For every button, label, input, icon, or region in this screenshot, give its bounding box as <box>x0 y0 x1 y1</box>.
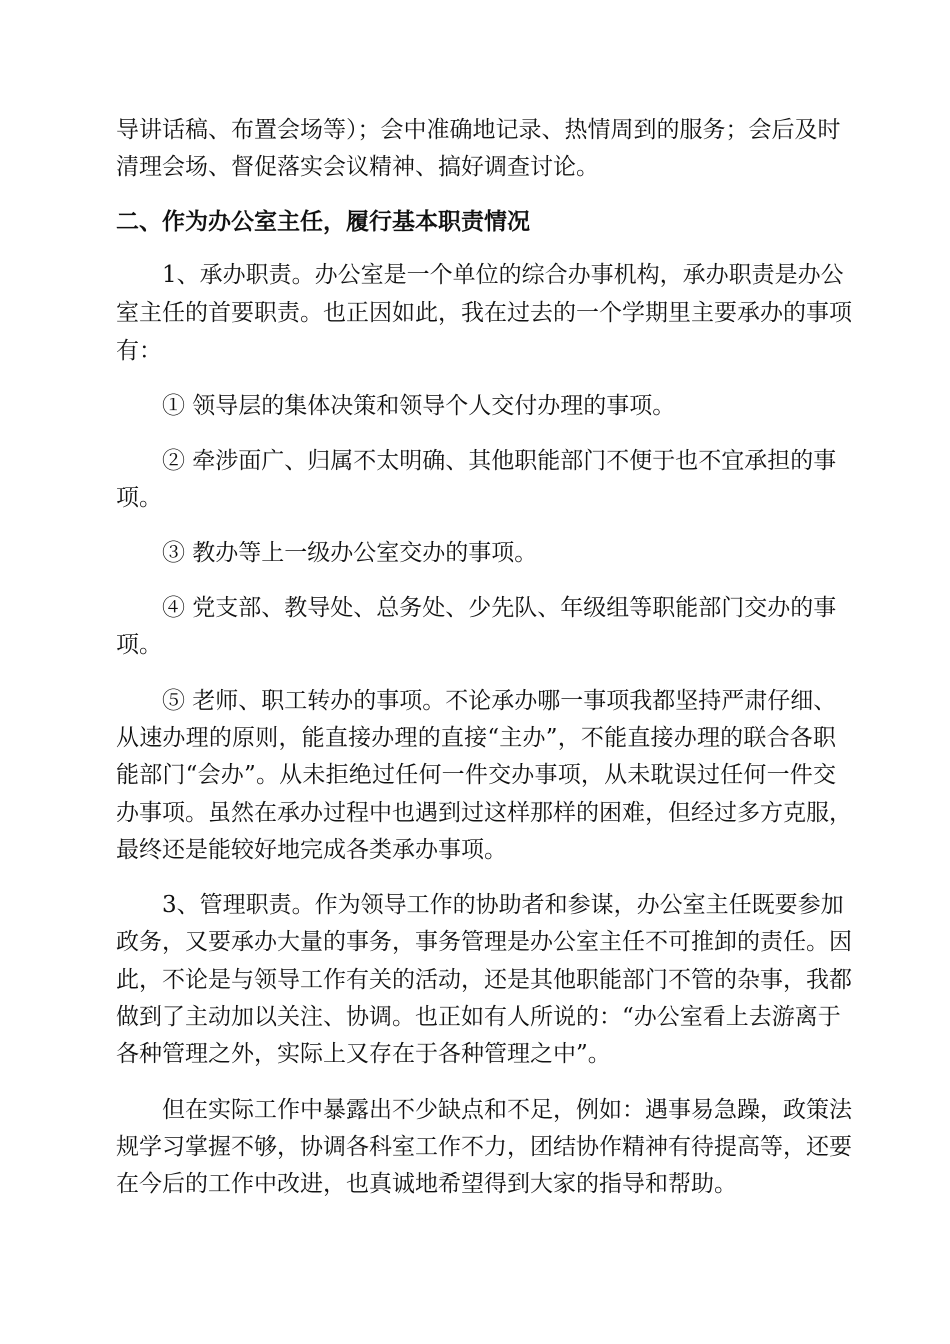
text-line: 项。 <box>116 632 162 658</box>
text-line: ⑤ 老师、职工转办的事项。不论承办哪一事项我都坚持严肃仔细、 <box>162 688 837 714</box>
text-line: 导讲话稿、布置会场等）；会中准确地记录、热情周到的服务；会后及时 <box>116 117 841 143</box>
text-line: ② 牵涉面广、归属不太明确、其他职能部门不便于也不宜承担的事 <box>162 448 837 474</box>
list-item: ① 领导层的集体决策和领导个人交付办理的事项。 <box>162 393 676 419</box>
text-line: 办事项。虽然在承办过程中也遇到过这样那样的困难，但经过多方克服， <box>116 800 852 826</box>
text-line: 有： <box>116 338 162 364</box>
text-line: 在今后的工作中改进，也真诚地希望得到大家的指导和帮助。 <box>116 1171 737 1197</box>
text-line: 此，不论是与领导工作有关的活动，还是其他职能部门不管的杂事，我都 <box>116 967 852 993</box>
text-line: 政务，又要承办大量的事务，事务管理是办公室主任不可推卸的责任。因 <box>116 929 852 955</box>
list-item: ③ 教办等上一级办公室交办的事项。 <box>162 540 538 566</box>
text-line: 1、承办职责。办公室是一个单位的综合办事机构，承办职责是办公 <box>162 262 844 288</box>
text-line: 清理会场、督促落实会议精神、搞好调查讨论。 <box>116 154 599 180</box>
text-line: 但在实际工作中暴露出不少缺点和不足，例如：遇事易急躁，政策法 <box>162 1097 852 1123</box>
section-heading: 二、作为办公室主任，履行基本职责情况 <box>116 209 530 235</box>
text-line: 3、管理职责。作为领导工作的协助者和参谋，办公室主任既要参加 <box>162 892 844 918</box>
text-line: 最终还是能较好地完成各类承办事项。 <box>116 837 507 863</box>
text-line: 从速办理的原则，能直接办理的直接“主办”，不能直接办理的联合各职 <box>116 725 836 751</box>
text-line: 做到了主动加以关注、协调。也正如有人所说的：“办公室看上去游离于 <box>116 1004 841 1030</box>
text-line: 各种管理之外，实际上又存在于各种管理之中”。 <box>116 1041 611 1067</box>
text-line: 规学习掌握不够，协调各科室工作不力，团结协作精神有待提高等，还要 <box>116 1134 852 1160</box>
text-line: 能部门“会办”。从未拒绝过任何一件交办事项，从未耽误过任何一件交 <box>116 762 836 788</box>
text-line: 室主任的首要职责。也正因如此，我在过去的一个学期里主要承办的事项 <box>116 300 852 326</box>
text-line: ④ 党支部、教导处、总务处、少先队、年级组等职能部门交办的事 <box>162 595 837 621</box>
text-line: 项。 <box>116 485 162 511</box>
